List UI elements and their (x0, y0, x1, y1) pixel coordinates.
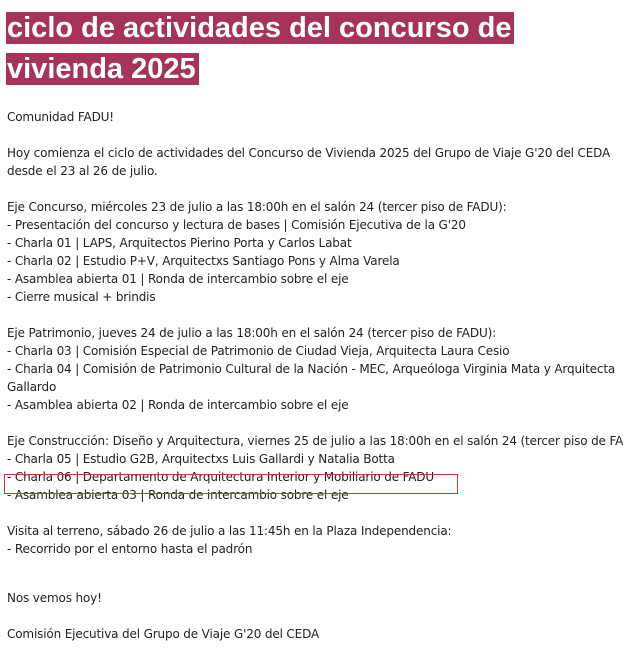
intro-line-2: desde el 23 al 26 de julio. (7, 164, 158, 178)
greeting: Comunidad FADU! (7, 110, 114, 124)
list-item: - Presentación del concurso y lectura de bases | Comisión Ejecutiva de la G'20 (7, 218, 466, 232)
list-item: - Recorrido por el entorno hasta el padrón (7, 542, 253, 556)
intro-line-1: Hoy comienza el ciclo de actividades del Concurso de Vivienda 2025 del Grupo de Viaje G'20 del CEDA (7, 146, 611, 160)
list-item: - Charla 05 | Estudio G2B, Arquitectxs Luis Gallardi y Natalia Botta (7, 452, 395, 466)
closing-text: Nos vemos hoy! (7, 591, 102, 605)
list-item: - Asamblea abierta 03 | Ronda de intercambio sobre el eje (7, 488, 349, 502)
list-item: - Asamblea abierta 01 | Ronda de intercambio sobre el eje (7, 272, 349, 286)
list-item: - Charla 03 | Comisión Especial de Patrimonio de Ciudad Vieja, Arquitecta Laura Cesio (7, 344, 510, 358)
page-title-line-1: ciclo de actividades del concurso de (6, 12, 514, 44)
eje-concurso-header: Eje Concurso, miércoles 23 de julio a las 18:00h en el salón 24 (tercer piso de FADU): (7, 200, 507, 214)
page-title (6, 8, 623, 90)
eje-patrimonio-header: Eje Patrimonio, jueves 24 de julio a las 18:00h en el salón 24 (tercer piso de FADU): (7, 326, 497, 340)
list-item: - Asamblea abierta 02 | Ronda de intercambio sobre el eje (7, 398, 349, 412)
eje-construccion-header: Eje Construcción: Diseño y Arquitectura, viernes 25 de julio a las 18:00h en el salón 24 (tercer piso de FA (7, 434, 623, 448)
page-title-line-2: vivienda 2025 (6, 53, 199, 85)
list-item: - Charla 01 | LAPS, Arquitectos Pierino Porta y Carlos Labat (7, 236, 352, 250)
list-item: - Cierre musical + brindis (7, 290, 156, 304)
list-item-continuation: Gallardo (7, 380, 57, 394)
signature: Comisión Ejecutiva del Grupo de Viaje G'20 del CEDA (7, 627, 320, 641)
list-item-highlighted: - Charla 06 | Departamento de Arquitectura Interior y Mobiliario de FADU (7, 470, 435, 484)
list-item: - Charla 04 | Comisión de Patrimonio Cultural de la Nación - MEC, Arqueóloga Virginia Mata y Arquitecta (7, 362, 616, 376)
announcement-body (7, 108, 623, 643)
visita-terreno-header: Visita al terreno, sábado 26 de julio a las 11:45h en la Plaza Independencia: (7, 524, 452, 538)
list-item: - Charla 02 | Estudio P+V, Arquitectxs Santiago Pons y Alma Varela (7, 254, 400, 268)
